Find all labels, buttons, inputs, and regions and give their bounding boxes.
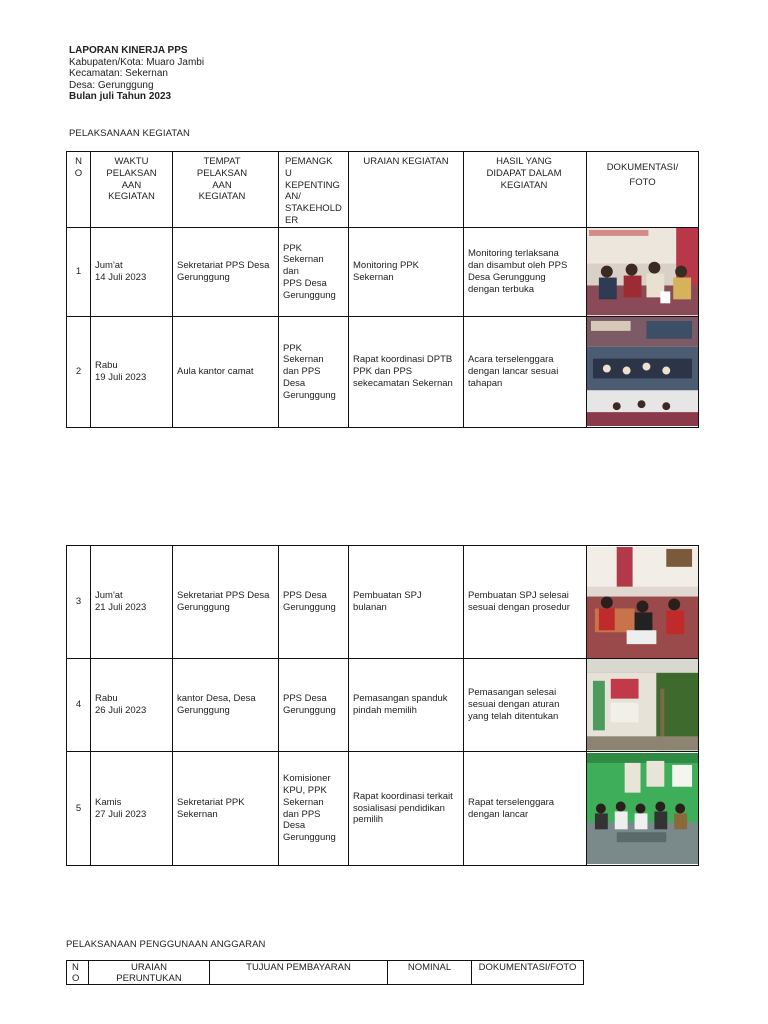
row-no: 2	[67, 317, 91, 428]
kecamatan-line: Kecamatan: Sekernan	[69, 68, 168, 80]
col-header-nominal: NOMINAL	[388, 961, 472, 985]
kegiatan-row-3	[67, 546, 699, 659]
section-title-anggaran: PELAKSANAAN PENGGUNAAN ANGGARAN	[66, 939, 266, 950]
photo-monitoring	[587, 228, 699, 317]
col-header-dokumentasi: DOKUMENTASI/ FOTO	[587, 152, 699, 228]
kegiatan-row-5	[67, 752, 699, 866]
col-header-pemangku: PEMANGK U KEPENTING AN/ STAKEHOLD ER	[279, 152, 349, 228]
col-header-tempat: TEMPAT PELAKSAN AAN KEGIATAN	[173, 152, 279, 228]
kabupaten-line: Kabupaten/Kota: Muaro Jambi	[69, 56, 205, 68]
report-header	[69, 45, 204, 103]
row-pemangku: PPS Desa Gerunggung	[279, 546, 349, 659]
row-tempat: kantor Desa, Desa Gerunggung	[173, 659, 279, 752]
col-header-no: N O	[67, 961, 89, 985]
row-waktu: Jum'at 14 Juli 2023	[91, 228, 173, 317]
bulan-label: Bulan	[69, 91, 97, 103]
row-pemangku: PPK Sekernan dan PPS Desa Gerunggung	[279, 317, 349, 428]
row-tempat: Sekretariat PPS Desa Gerunggung	[173, 546, 279, 659]
row-uraian: Monitoring PPK Sekernan	[349, 228, 464, 317]
row-waktu: Kamis 27 Juli 2023	[91, 752, 173, 866]
bulan-line	[69, 91, 204, 103]
photo-pemasangan-spanduk	[587, 659, 699, 752]
col-header-tujuan-pembayaran: TUJUAN PEMBAYARAN	[210, 961, 388, 985]
photo-pembuatan-spj	[587, 546, 699, 659]
photo-rapat-sosialisasi	[587, 752, 699, 866]
row-hasil: Acara terselenggara dengan lancar sesuai tahapan	[464, 317, 587, 428]
row-hasil: Pemasangan selesai sesuai dengan aturan yang telah ditentukan	[464, 659, 587, 752]
col-header-uraian-peruntukan: URAIAN PERUNTUKAN	[89, 961, 210, 985]
row-uraian: Rapat koordinasi terkait sosialisasi pendidikan pemilih	[349, 752, 464, 866]
col-header-uraian: URAIAN KEGIATAN	[349, 152, 464, 228]
row-pemangku: Komisioner KPU, PPK Sekernan dan PPS Desa Gerunggung	[279, 752, 349, 866]
row-hasil: Pembuatan SPJ selesai sesuai dengan prosedur	[464, 546, 587, 659]
report-title: LAPORAN KINERJA PPS	[69, 45, 188, 56]
row-waktu: Rabu 19 Juli 2023	[91, 317, 173, 428]
kegiatan-row-1	[67, 228, 699, 317]
anggaran-table	[66, 960, 584, 985]
row-hasil: Monitoring terlaksana dan disambut oleh PPS Desa Gerunggung dengan terbuka	[464, 228, 587, 317]
col-header-waktu: WAKTU PELAKSAN AAN KEGIATAN	[91, 152, 173, 228]
row-uraian: Pemasangan spanduk pindah memilih	[349, 659, 464, 752]
kegiatan-table-part2	[66, 545, 699, 866]
col-header-no: N O	[67, 152, 91, 228]
col-header-dokumentasi-foto: DOKUMENTASI/FOTO	[472, 961, 584, 985]
row-tempat: Sekretariat PPK Sekernan	[173, 752, 279, 866]
row-tempat: Sekretariat PPS Desa Gerunggung	[173, 228, 279, 317]
row-uraian: Rapat koordinasi DPTB PPK dan PPS sekecamatan Sekernan	[349, 317, 464, 428]
kegiatan-table-part1	[66, 151, 699, 428]
row-uraian: Pembuatan SPJ bulanan	[349, 546, 464, 659]
kegiatan-header-row	[67, 152, 699, 228]
desa-line: Desa: Gerunggung	[69, 79, 154, 91]
kegiatan-row-2	[67, 317, 699, 428]
bulan-value: juli Tahun 2023	[99, 91, 172, 103]
row-tempat: Aula kantor camat	[173, 317, 279, 428]
row-pemangku: PPS Desa Gerunggung	[279, 659, 349, 752]
photo-rapat-dptb	[587, 317, 699, 428]
row-no: 3	[67, 546, 91, 659]
row-waktu: Jum'at 21 Juli 2023	[91, 546, 173, 659]
row-pemangku: PPK Sekernan dan PPS Desa Gerunggung	[279, 228, 349, 317]
section-title-kegiatan: PELAKSANAAN KEGIATAN	[69, 128, 190, 139]
row-hasil: Rapat terselenggara dengan lancar	[464, 752, 587, 866]
row-no: 5	[67, 752, 91, 866]
col-header-hasil: HASIL YANG DIDAPAT DALAM KEGIATAN	[464, 152, 587, 228]
row-no: 1	[67, 228, 91, 317]
anggaran-header-row	[67, 961, 584, 985]
row-waktu: Rabu 26 Juli 2023	[91, 659, 173, 752]
kegiatan-row-4	[67, 659, 699, 752]
row-no: 4	[67, 659, 91, 752]
